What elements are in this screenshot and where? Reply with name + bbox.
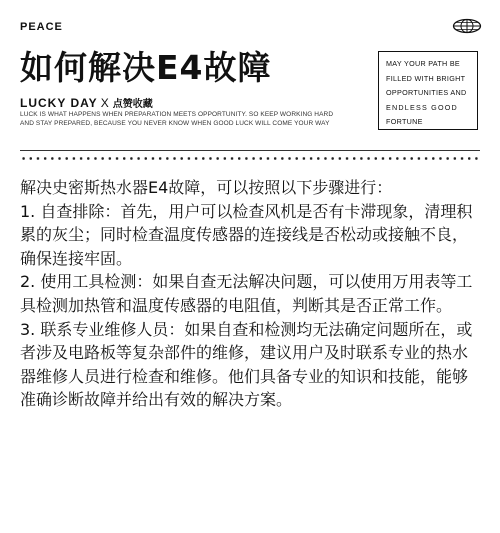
article-body [20, 176, 482, 412]
like-collect-label: 点赞收藏 [112, 99, 153, 110]
fortune-line: OPPORTUNITIES AND [386, 88, 467, 97]
lucky-day-row [20, 95, 153, 110]
page-title: 如何解决E4故障 [20, 48, 272, 87]
globe-icon [452, 18, 482, 34]
step-paragraph: 1. 自查排除：首先，用户可以检查风机是否有卡滞现象，清理积累的灰尘；同时检查温度传感器的连接线是否松动或接触不良，确保连接牢固。 [20, 201, 473, 268]
fortune-box [378, 51, 478, 130]
divider-line [20, 150, 480, 151]
fortune-line: FILLED WITH BRIGHT [386, 73, 466, 83]
fortune-line: ENDLESS GOOD [386, 102, 458, 112]
intro-paragraph: 解决史密斯热水器E4故障，可以按照以下步骤进行： [20, 178, 393, 197]
fortune-line: MAY YOUR PATH BE [386, 59, 461, 68]
fortune-line: FORTUNE [386, 117, 423, 126]
peace-label: PEACE [20, 21, 63, 33]
x-mark: X [100, 96, 110, 110]
dotted-divider [20, 157, 480, 160]
step-paragraph: 3. 联系专业维修人员：如果自查和检测均无法确定问题所在，或者涉及电路板等复杂部件的维修，建议用户及时联系专业的热水器维修人员进行检查和维修。他们具备专业的知识和技能，能够准确诊断故障并给出有效的解决方案。 [20, 319, 473, 410]
lucky-day-label: LUCKY DAY [20, 96, 98, 110]
step-paragraph: 2. 使用工具检测：如果自查无法解决问题，可以使用万用表等工具检测加热管和温度传感器的电阻值，判断其是否正常工作。 [20, 272, 473, 315]
tagline: LUCK IS WHAT HAPPENS WHEN PREPARATION MEETS OPPORTUNITY. SO KEEP WORKING HARD AND STAY PREPARED, BECAUSE YOU NEVER KNOW WHEN GOOD LUCK WILL COME YOUR WAY [20, 111, 334, 127]
